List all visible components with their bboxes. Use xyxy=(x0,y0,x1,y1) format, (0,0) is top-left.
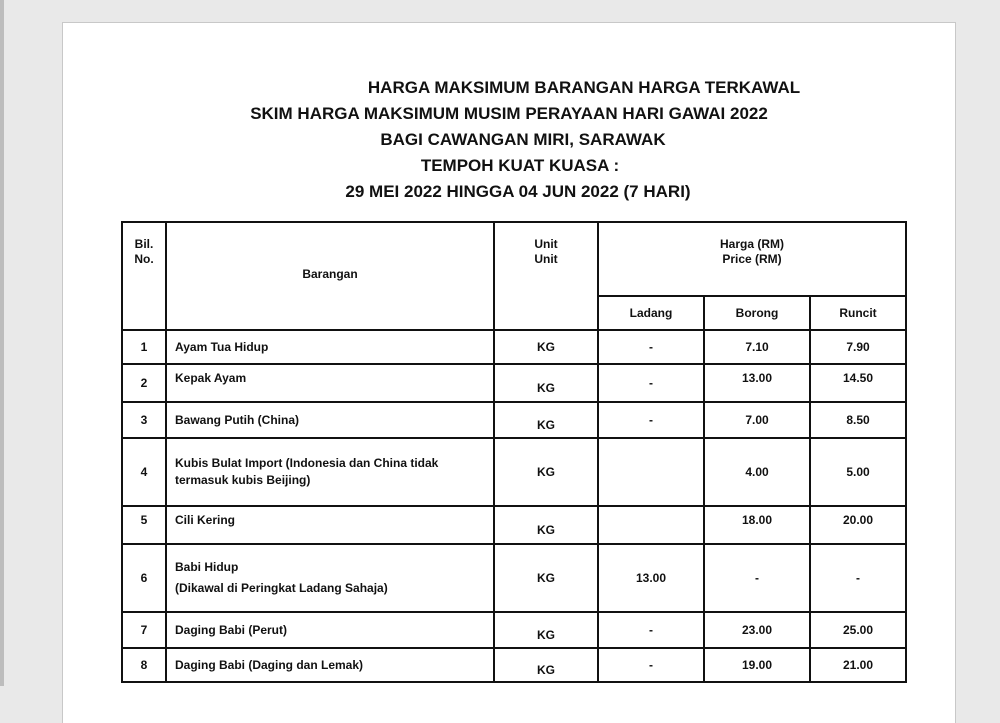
row-unit xyxy=(494,648,598,682)
title-line-2: SKIM HARGA MAKSIMUM MUSIM PERAYAAN HARI GAWAI 2022 xyxy=(250,104,768,123)
row-ladang: - xyxy=(598,648,704,682)
row-borong: 19.00 xyxy=(704,648,810,682)
row-no: 3 xyxy=(122,402,166,438)
header-harga-label: Harga (RM) xyxy=(719,237,784,251)
row-unit: KG xyxy=(494,330,598,364)
title-line-5: 29 MEI 2022 HINGGA 04 JUN 2022 (7 HARI) xyxy=(345,182,691,201)
header-harga xyxy=(598,222,906,296)
row-item-line-1: Babi Hidup xyxy=(175,560,239,574)
table-row xyxy=(122,506,906,544)
table-row xyxy=(122,612,906,648)
table-row xyxy=(122,438,906,506)
row-borong: - xyxy=(704,544,810,612)
row-unit xyxy=(494,402,598,438)
row-unit xyxy=(494,612,598,648)
row-no: 7 xyxy=(122,612,166,648)
row-no xyxy=(122,506,166,544)
row-runcit xyxy=(810,364,906,402)
title-line-1: HARGA MAKSIMUM BARANGAN HARGA TERKAWAL xyxy=(367,78,801,97)
header-no-label: No. xyxy=(134,252,154,266)
row-no: 1 xyxy=(122,330,166,364)
row-item-text: Kepak Ayam xyxy=(175,370,247,385)
row-borong xyxy=(704,506,810,544)
table-row xyxy=(122,648,906,682)
document-page xyxy=(62,22,956,723)
row-ladang: - xyxy=(598,364,704,402)
row-item: Daging Babi (Daging dan Lemak) xyxy=(166,648,494,682)
table-row xyxy=(122,330,906,364)
title-line-3: BAGI CAWANGAN MIRI, SARAWAK xyxy=(380,130,666,149)
row-item-line-1: Kubis Bulat Import (Indonesia dan China tidak xyxy=(175,456,439,470)
page-edge xyxy=(0,0,4,686)
row-no: 4 xyxy=(122,438,166,506)
row-unit-text: KG xyxy=(537,663,555,677)
row-runcit: 7.90 xyxy=(810,330,906,364)
row-unit-text: KG xyxy=(537,628,555,642)
row-unit xyxy=(494,506,598,544)
row-borong xyxy=(704,364,810,402)
row-no-text: 5 xyxy=(140,513,148,527)
row-ladang: - xyxy=(598,330,704,364)
table-row xyxy=(122,364,906,402)
row-runcit: 25.00 xyxy=(810,612,906,648)
row-no: 8 xyxy=(122,648,166,682)
header-unit xyxy=(494,222,598,330)
row-borong-text: 18.00 xyxy=(741,513,773,527)
header-price-label: Price (RM) xyxy=(722,252,782,266)
row-runcit-text: 20.00 xyxy=(842,513,874,527)
row-runcit xyxy=(810,506,906,544)
row-unit-text: KG xyxy=(537,523,555,537)
row-borong: 7.10 xyxy=(704,330,810,364)
row-ladang: 13.00 xyxy=(598,544,704,612)
row-item xyxy=(166,364,494,402)
header-bil xyxy=(122,222,166,330)
row-item-text: Cili Kering xyxy=(175,512,236,527)
header-unit-label-en: Unit xyxy=(534,252,558,266)
row-item xyxy=(166,544,494,612)
row-ladang xyxy=(598,506,704,544)
title-line-4: TEMPOH KUAT KUASA : xyxy=(420,156,620,175)
row-ladang: - xyxy=(598,612,704,648)
header-borong: Borong xyxy=(704,296,810,330)
row-item: Daging Babi (Perut) xyxy=(166,612,494,648)
row-borong: 23.00 xyxy=(704,612,810,648)
table-row xyxy=(122,402,906,438)
row-item: Bawang Putih (China) xyxy=(166,402,494,438)
table-header-row xyxy=(122,222,906,296)
table-row xyxy=(122,544,906,612)
row-item xyxy=(166,438,494,506)
header-bil-label: Bil. xyxy=(134,237,154,251)
row-item-line-2: termasuk kubis Beijing) xyxy=(175,473,311,487)
row-runcit: - xyxy=(810,544,906,612)
row-unit-text: KG xyxy=(537,418,555,432)
price-table xyxy=(121,221,907,683)
row-item: Ayam Tua Hidup xyxy=(166,330,494,364)
row-no: 6 xyxy=(122,544,166,612)
header-ladang: Ladang xyxy=(598,296,704,330)
row-unit xyxy=(494,364,598,402)
row-item-line-2: (Dikawal di Peringkat Ladang Sahaja) xyxy=(175,581,388,595)
row-no: 2 xyxy=(122,364,166,402)
header-unit-label: Unit xyxy=(534,237,558,251)
row-ladang: - xyxy=(598,402,704,438)
row-runcit-text: 14.50 xyxy=(842,371,874,385)
row-runcit: 5.00 xyxy=(810,438,906,506)
header-barangan: Barangan xyxy=(166,222,494,330)
row-unit-text: KG xyxy=(537,381,555,395)
header-runcit: Runcit xyxy=(810,296,906,330)
row-ladang xyxy=(598,438,704,506)
document-header xyxy=(63,75,955,205)
row-unit: KG xyxy=(494,544,598,612)
row-borong-text: 13.00 xyxy=(741,371,773,385)
row-borong: 4.00 xyxy=(704,438,810,506)
row-runcit: 8.50 xyxy=(810,402,906,438)
row-unit: KG xyxy=(494,438,598,506)
row-item xyxy=(166,506,494,544)
row-borong: 7.00 xyxy=(704,402,810,438)
row-runcit: 21.00 xyxy=(810,648,906,682)
